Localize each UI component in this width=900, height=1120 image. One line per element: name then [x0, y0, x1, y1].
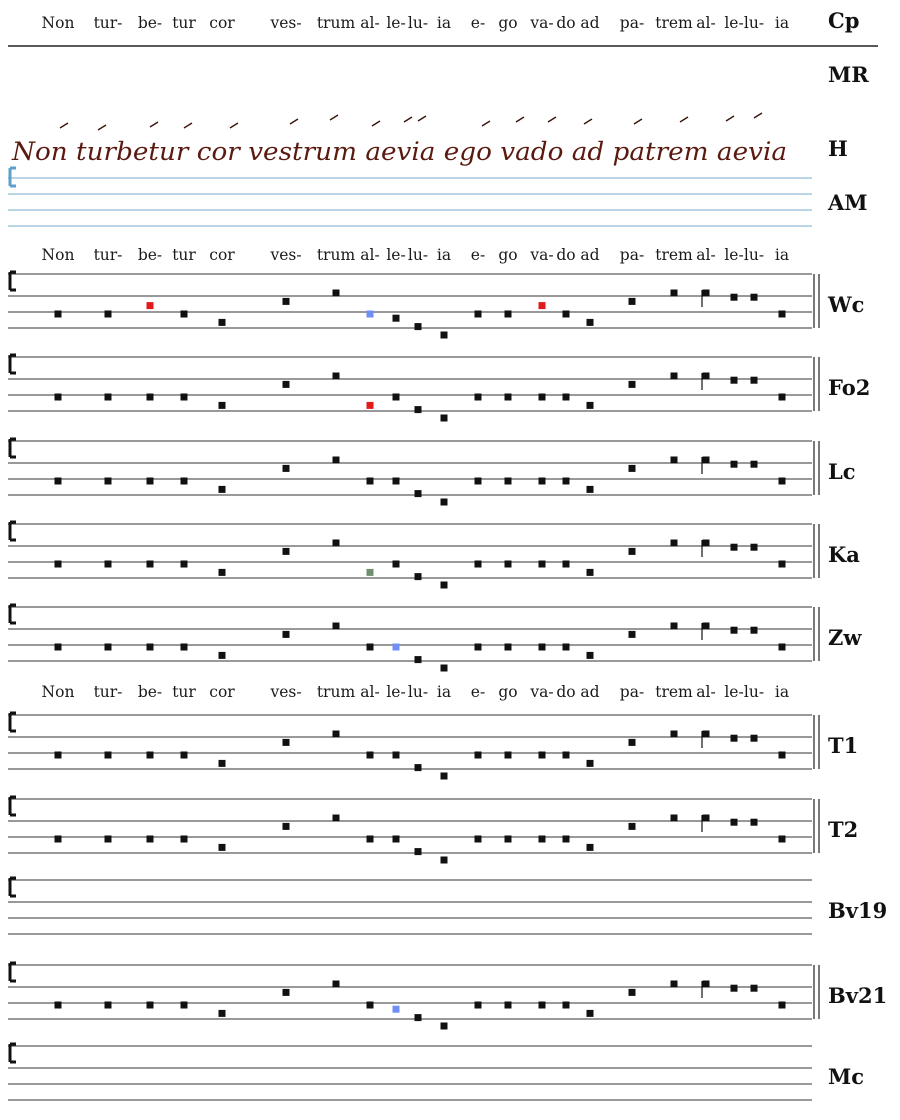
neume-note — [505, 478, 512, 485]
neume-note — [55, 836, 62, 843]
neume-note — [671, 457, 678, 464]
lyric-syllable: Non — [41, 246, 75, 264]
lyric-syllable: tur — [172, 246, 196, 264]
neume-note — [539, 752, 546, 759]
neume-note — [333, 623, 340, 630]
lyric-syllable: al- — [696, 683, 716, 701]
neume-note — [393, 644, 400, 651]
lyric-syllable: lu- — [407, 246, 429, 264]
neume-note — [505, 644, 512, 651]
neume-note — [779, 836, 786, 843]
lyric-syllable: ves- — [270, 683, 302, 701]
neume-note — [671, 540, 678, 547]
staff-fo2 — [8, 357, 819, 422]
manuscript-neumes — [60, 113, 762, 130]
neume-note — [367, 478, 374, 485]
lyric-syllable: le- — [724, 683, 744, 701]
neume-note — [441, 665, 448, 672]
neume-note — [629, 465, 636, 472]
neume-note — [731, 544, 738, 551]
neume-note — [181, 394, 188, 401]
lyric-syllable: ia — [436, 246, 452, 264]
neume-note — [147, 478, 154, 485]
neume-note — [703, 290, 710, 297]
lyric-syllable: lu- — [407, 683, 429, 701]
lyric-syllable: tur- — [93, 683, 123, 701]
neume-note — [587, 844, 594, 851]
neume-note — [333, 373, 340, 380]
neume-note — [147, 394, 154, 401]
lyric-syllable: pa- — [619, 14, 645, 32]
neume-note — [147, 644, 154, 651]
neume-note — [441, 415, 448, 422]
neume-note — [751, 985, 758, 992]
neume-note — [703, 373, 710, 380]
neume-note — [703, 540, 710, 547]
neume-note — [55, 752, 62, 759]
neume-note — [751, 819, 758, 826]
neume-note — [563, 752, 570, 759]
neume-note — [475, 1002, 482, 1009]
neume-note — [105, 752, 112, 759]
siglum-bv19: Bv19 — [828, 898, 888, 923]
lyric-syllable: ia — [436, 683, 452, 701]
neume-note — [587, 760, 594, 767]
neume-note — [779, 1002, 786, 1009]
neume-note — [333, 290, 340, 297]
lyric-syllable: e- — [470, 246, 486, 264]
neume-note — [587, 486, 594, 493]
neume-note — [105, 394, 112, 401]
lyric-syllable: tur — [172, 683, 196, 701]
lyric-syllable: va- — [530, 246, 554, 264]
neume-note — [475, 836, 482, 843]
staff-t1 — [8, 715, 819, 780]
neume-note — [779, 644, 786, 651]
neume-note — [283, 548, 290, 555]
neume-note — [283, 989, 290, 996]
neume-note — [55, 644, 62, 651]
neume-note — [367, 569, 374, 576]
siglum-mr: MR — [828, 62, 869, 87]
neume-note — [441, 582, 448, 589]
lyric-syllable: do — [556, 246, 576, 264]
neume-note — [587, 652, 594, 659]
lyric-syllable: lu- — [407, 14, 429, 32]
lyric-syllable: ves- — [270, 14, 302, 32]
neume-note — [629, 823, 636, 830]
siglum-am: AM — [828, 190, 868, 215]
lyric-syllable: be- — [137, 246, 163, 264]
neume-note — [147, 302, 154, 309]
neume-note — [671, 981, 678, 988]
neume-note — [587, 402, 594, 409]
siglum-ka: Ka — [828, 542, 860, 567]
neume-note — [587, 319, 594, 326]
neume-note — [731, 735, 738, 742]
lyric-syllable: ia — [774, 14, 790, 32]
neume-note — [703, 731, 710, 738]
neume-note — [671, 731, 678, 738]
lyric-syllable: ia — [774, 246, 790, 264]
lyric-syllable: e- — [470, 683, 486, 701]
c-clef-icon — [10, 797, 16, 815]
neume-note — [415, 764, 422, 771]
neume-note — [539, 1002, 546, 1009]
neume-note — [147, 752, 154, 759]
lyric-syllable: cor — [209, 246, 235, 264]
lyric-syllable: le- — [386, 683, 406, 701]
neume-note — [539, 478, 546, 485]
neume-note — [415, 323, 422, 330]
c-clef-icon — [10, 963, 16, 981]
lyric-syllable: trem — [655, 246, 693, 264]
neume-note — [475, 478, 482, 485]
neume-note — [731, 377, 738, 384]
lyric-syllable: Non — [41, 683, 75, 701]
lyric-syllable: be- — [137, 14, 163, 32]
neume-note — [703, 815, 710, 822]
neume-note — [587, 569, 594, 576]
neume-note — [629, 548, 636, 555]
neume-note — [671, 373, 678, 380]
neume-note — [181, 561, 188, 568]
siglum-fo2: Fo2 — [828, 375, 871, 400]
neume-note — [181, 836, 188, 843]
neume-note — [751, 294, 758, 301]
neume-note — [563, 478, 570, 485]
neume-note — [219, 486, 226, 493]
lyric-syllable: Non — [41, 14, 75, 32]
manuscript-text: Non turbetur cor vestrum aevia ego vado ad patrem aevia — [10, 137, 787, 166]
neume-note — [55, 561, 62, 568]
neume-note — [415, 1014, 422, 1021]
neume-note — [55, 311, 62, 318]
staff-t2 — [8, 799, 819, 864]
neume-note — [283, 465, 290, 472]
neume-note — [779, 752, 786, 759]
lyric-syllable: be- — [137, 683, 163, 701]
lyric-syllable: tur — [172, 14, 196, 32]
siglum-t1: T1 — [828, 733, 859, 758]
neume-note — [563, 394, 570, 401]
neume-note — [475, 752, 482, 759]
staff-mc — [8, 1046, 812, 1100]
siglum-h: H — [828, 136, 848, 161]
neume-note — [441, 332, 448, 339]
neume-note — [219, 652, 226, 659]
lyric-syllable: do — [556, 14, 576, 32]
lyric-syllable: le- — [724, 246, 744, 264]
lyric-syllable: le- — [386, 14, 406, 32]
neume-note — [671, 815, 678, 822]
siglum-bv21: Bv21 — [828, 983, 888, 1008]
neume-note — [751, 735, 758, 742]
neume-note — [563, 644, 570, 651]
lyric-syllable: cor — [209, 14, 235, 32]
lyric-syllable: trem — [655, 14, 693, 32]
lyric-syllable: tur- — [93, 14, 123, 32]
neume-note — [703, 981, 710, 988]
lyric-syllable: ves- — [270, 246, 302, 264]
staff-zw — [8, 607, 819, 672]
neume-note — [751, 377, 758, 384]
lyric-syllable: go — [498, 14, 518, 32]
neume-note — [55, 1002, 62, 1009]
neume-note — [181, 1002, 188, 1009]
neume-note — [751, 627, 758, 634]
lyric-syllable: pa- — [619, 246, 645, 264]
neume-note — [505, 752, 512, 759]
neume-note — [563, 561, 570, 568]
neume-note — [475, 644, 482, 651]
neume-note — [779, 311, 786, 318]
neume-note — [105, 561, 112, 568]
c-clef-icon — [10, 168, 16, 186]
neume-note — [505, 311, 512, 318]
siglum-zw: Zw — [828, 625, 862, 650]
neume-note — [415, 406, 422, 413]
neume-note — [393, 836, 400, 843]
neume-note — [283, 823, 290, 830]
neume-note — [283, 631, 290, 638]
neume-note — [751, 461, 758, 468]
lyric-syllable: trum — [316, 683, 356, 701]
neume-note — [563, 1002, 570, 1009]
neume-note — [731, 294, 738, 301]
neume-note — [333, 731, 340, 738]
neume-note — [415, 656, 422, 663]
c-clef-icon — [10, 355, 16, 373]
neume-note — [367, 1002, 374, 1009]
lyric-syllable: pa- — [619, 683, 645, 701]
staff-wc — [8, 274, 819, 339]
neume-note — [219, 844, 226, 851]
neume-note — [219, 319, 226, 326]
neume-note — [283, 381, 290, 388]
lyric-syllable: al- — [696, 246, 716, 264]
lyric-syllable: le- — [724, 14, 744, 32]
neume-note — [105, 1002, 112, 1009]
neume-note — [415, 490, 422, 497]
lyric-syllable: ad — [580, 683, 600, 701]
neume-note — [105, 478, 112, 485]
siglum-t2: T2 — [828, 817, 859, 842]
neume-note — [219, 760, 226, 767]
neume-note — [629, 631, 636, 638]
neume-note — [505, 561, 512, 568]
neume-note — [415, 573, 422, 580]
siglum-mc: Mc — [828, 1064, 865, 1089]
neume-note — [147, 561, 154, 568]
neume-note — [441, 857, 448, 864]
neume-note — [441, 499, 448, 506]
lyric-syllable: lu- — [743, 14, 765, 32]
lyric-syllable: trem — [655, 683, 693, 701]
neume-note — [147, 836, 154, 843]
neume-note — [105, 836, 112, 843]
neume-note — [671, 290, 678, 297]
neume-note — [703, 457, 710, 464]
neume-note — [283, 739, 290, 746]
neume-note — [539, 302, 546, 309]
staff-lc — [8, 441, 819, 506]
neume-note — [629, 298, 636, 305]
neume-note — [629, 381, 636, 388]
neume-note — [671, 623, 678, 630]
lyric-syllable: lu- — [743, 683, 765, 701]
neume-note — [181, 752, 188, 759]
neume-note — [731, 819, 738, 826]
neume-note — [629, 739, 636, 746]
neume-note — [475, 561, 482, 568]
neume-note — [333, 981, 340, 988]
neume-note — [393, 478, 400, 485]
neume-note — [367, 402, 374, 409]
neume-note — [415, 848, 422, 855]
siglum-wc: Wc — [828, 292, 865, 317]
lyric-syllable: go — [498, 246, 518, 264]
c-clef-icon — [10, 878, 16, 896]
neume-note — [367, 752, 374, 759]
neume-note — [731, 461, 738, 468]
neume-note — [333, 815, 340, 822]
neume-note — [779, 394, 786, 401]
c-clef-icon — [10, 522, 16, 540]
neume-note — [367, 644, 374, 651]
neume-note — [731, 627, 738, 634]
lyric-syllable: al- — [360, 683, 380, 701]
neume-note — [55, 394, 62, 401]
neume-note — [539, 561, 546, 568]
neume-note — [283, 298, 290, 305]
neume-note — [393, 561, 400, 568]
neume-note — [779, 478, 786, 485]
staff-bv19 — [8, 880, 812, 934]
c-clef-icon — [10, 1044, 16, 1062]
neume-note — [219, 569, 226, 576]
neume-note — [475, 311, 482, 318]
neume-note — [105, 644, 112, 651]
staff-bv21 — [8, 965, 819, 1030]
neume-note — [475, 394, 482, 401]
c-clef-icon — [10, 272, 16, 290]
siglum-lc: Lc — [828, 459, 856, 484]
neume-note — [333, 457, 340, 464]
lyric-syllable: lu- — [743, 246, 765, 264]
neume-note — [505, 836, 512, 843]
lyric-syllable: tur- — [93, 246, 123, 264]
lyric-syllable: le- — [386, 246, 406, 264]
neume-note — [181, 644, 188, 651]
neume-note — [367, 836, 374, 843]
neume-note — [563, 836, 570, 843]
lyric-syllable: e- — [470, 14, 486, 32]
lyric-syllable: trum — [316, 14, 356, 32]
neume-note — [563, 311, 570, 318]
neume-note — [441, 773, 448, 780]
lyric-syllable: cor — [209, 683, 235, 701]
lyric-syllable: do — [556, 683, 576, 701]
neume-note — [703, 623, 710, 630]
neume-note — [393, 394, 400, 401]
lyric-syllable: al- — [360, 246, 380, 264]
lyric-syllable: trum — [316, 246, 356, 264]
neume-note — [441, 1023, 448, 1030]
neume-note — [333, 540, 340, 547]
neume-note — [539, 644, 546, 651]
neume-note — [629, 989, 636, 996]
lyric-syllable: go — [498, 683, 518, 701]
neume-note — [219, 1010, 226, 1017]
staff-ka — [8, 524, 819, 589]
neume-note — [393, 752, 400, 759]
neume-note — [539, 394, 546, 401]
lyric-syllable: ia — [774, 683, 790, 701]
neume-note — [367, 311, 374, 318]
neume-note — [731, 985, 738, 992]
lyric-syllable: al- — [696, 14, 716, 32]
lyric-syllable: al- — [360, 14, 380, 32]
neume-note — [393, 315, 400, 322]
lyric-syllable: va- — [530, 14, 554, 32]
lyric-syllable: ia — [436, 14, 452, 32]
neume-note — [393, 1006, 400, 1013]
neume-note — [181, 478, 188, 485]
neume-note — [751, 544, 758, 551]
neume-note — [505, 394, 512, 401]
lyric-syllable: va- — [530, 683, 554, 701]
neume-note — [505, 1002, 512, 1009]
neume-note — [587, 1010, 594, 1017]
neume-note — [181, 311, 188, 318]
c-clef-icon — [10, 439, 16, 457]
neume-note — [539, 836, 546, 843]
neume-note — [55, 478, 62, 485]
c-clef-icon — [10, 605, 16, 623]
neume-note — [147, 1002, 154, 1009]
c-clef-icon — [10, 713, 16, 731]
siglum-cp: Cp — [828, 8, 860, 33]
neume-note — [779, 561, 786, 568]
lyric-syllable: ad — [580, 14, 600, 32]
neume-note — [105, 311, 112, 318]
neume-note — [219, 402, 226, 409]
lyric-syllable: ad — [580, 246, 600, 264]
